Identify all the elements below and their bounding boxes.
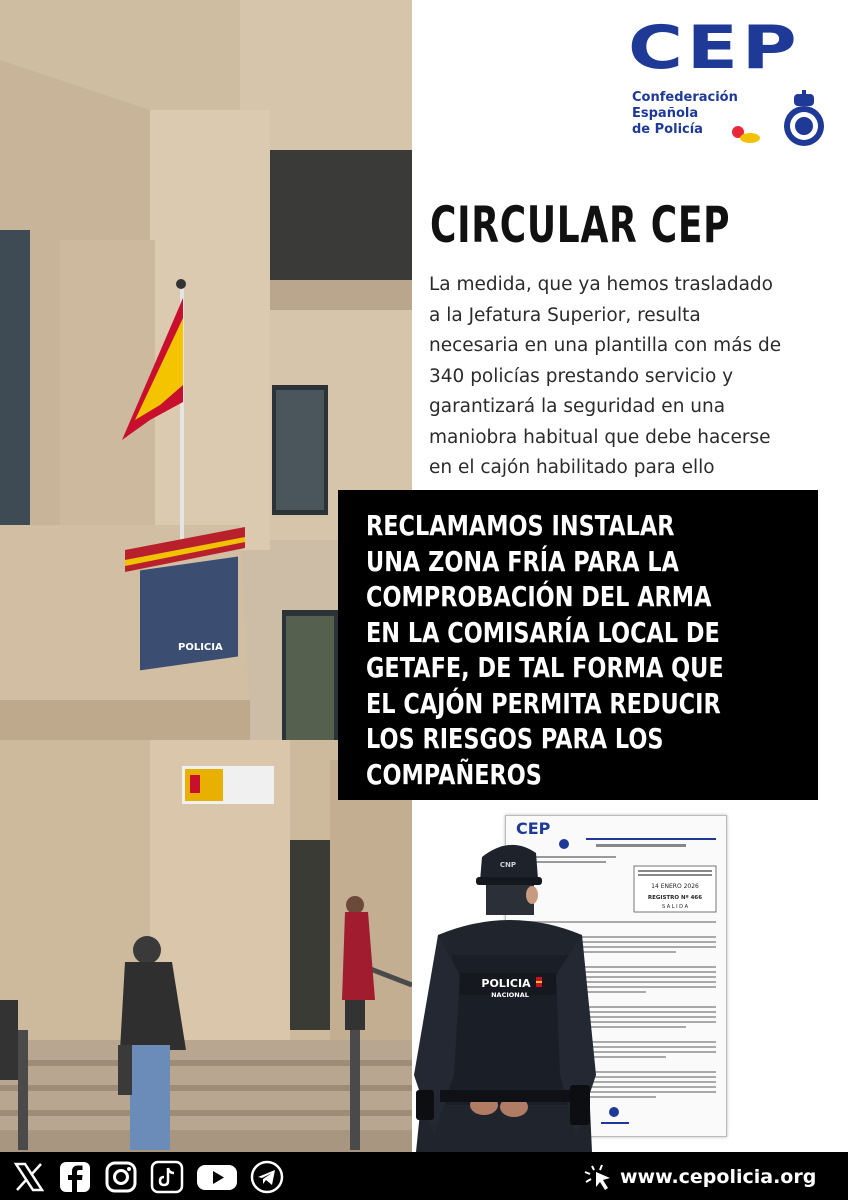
vest-text-1: POLICIA [481, 977, 531, 990]
headline-line: EN LA COMISARÍA LOCAL DE [366, 615, 720, 649]
doc-stamp-date: 14 ENERO 2026 [651, 883, 699, 890]
headline-line: COMPAÑEROS [366, 757, 542, 791]
logo-subtitle-line: Española [632, 106, 699, 121]
headline-line: EL CAJÓN PERMITA REDUCIR [366, 686, 721, 720]
headline-line: LOS RIESGOS PARA LOS [366, 722, 664, 755]
body-line: La medida, que ya hemos trasladado [429, 274, 773, 295]
doc-logo-word: CEP [516, 819, 551, 838]
logo-word: CEP [628, 13, 801, 83]
website-link[interactable]: www.cepolicia.org [620, 1166, 817, 1188]
vest-text-2: NACIONAL [491, 991, 529, 999]
body-line: 340 policías prestando servicio y [429, 365, 734, 387]
body-line: en el cajón habilitado para ello [429, 457, 715, 478]
doc-stamp-registro: REGISTRO Nº 466 [647, 895, 703, 901]
footer-bar [0, 1152, 848, 1200]
police-seal-icon [780, 90, 828, 150]
police-officer [410, 835, 600, 1152]
body-line: maniobra habitual que debe hacerse [429, 426, 771, 448]
cap-text: CNP [499, 861, 517, 869]
youtube-icon[interactable] [196, 1160, 238, 1194]
tiktok-icon[interactable] [150, 1160, 184, 1194]
x-icon[interactable] [12, 1160, 46, 1194]
facebook-icon[interactable] [58, 1160, 92, 1194]
headline [366, 508, 724, 792]
headline-line: RECLAMAMOS INSTALAR [366, 509, 675, 542]
instagram-icon[interactable] [104, 1160, 138, 1194]
police-sign-text: POLICIA [178, 642, 223, 653]
body-line: a la Jefatura Superior, resulta [429, 304, 701, 326]
body-text [429, 270, 829, 484]
body-line: garantizará la seguridad en una [429, 396, 726, 417]
cep-logo [628, 13, 828, 148]
telegram-icon[interactable] [250, 1160, 284, 1194]
page-title: CIRCULAR CEP [430, 196, 731, 254]
headline-line: COMPROBACIÓN DEL ARMA [366, 580, 712, 613]
logo-dots-icon [730, 124, 760, 144]
body-line: necesaria en una plantilla con más de [429, 335, 782, 356]
logo-subtitle-line: Confederación [632, 90, 738, 105]
logo-subtitle-line: de Policía [632, 122, 703, 137]
doc-stamp-salida: S A L I D A [661, 904, 689, 910]
cursor-click-icon [582, 1162, 614, 1192]
logo-subtitle [632, 90, 738, 138]
headline-line: GETAFE, DE TAL FORMA QUE [366, 651, 724, 684]
headline-line: UNA ZONA FRÍA PARA LA [366, 544, 679, 578]
